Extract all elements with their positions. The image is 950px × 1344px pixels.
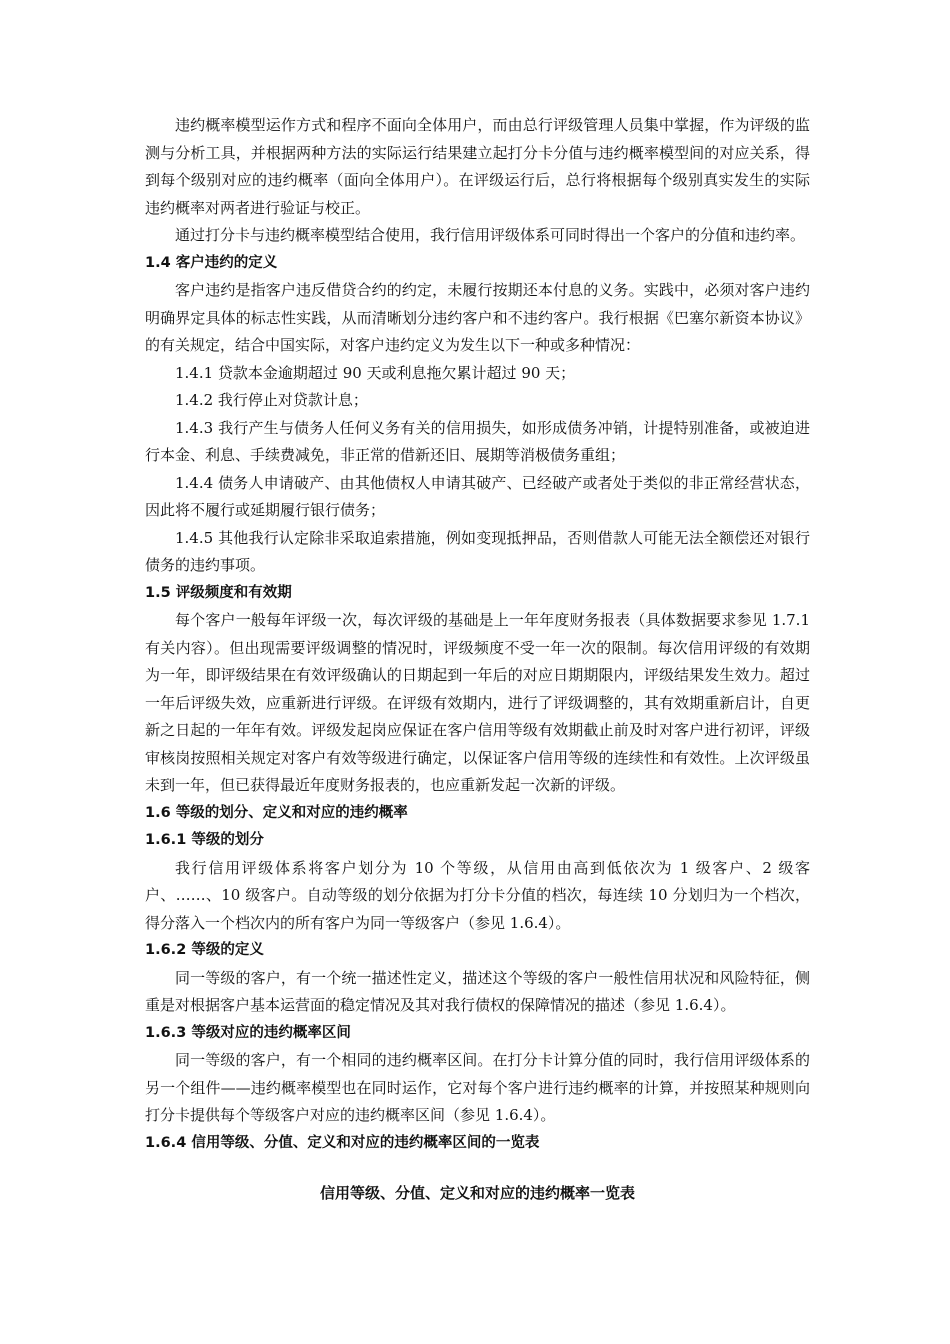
section-heading-1-6: 1.6 等级的划分、定义和对应的违约概率 — [145, 804, 408, 821]
list-item-1-4-5: 1.4.5 其他我行认定除非采取追索措施，例如变现抵押品，否则借款人可能无法全额偿还对银行债务的违约事项。 — [145, 528, 810, 574]
section-heading-1-6-4: 1.6.4 信用等级、分值、定义和对应的违约概率区间的一览表 — [145, 1134, 540, 1151]
section-1-5-paragraph: 每个客户一般每年评级一次，每次评级的基础是上一年年度财务报表（具体数据要求参见 1.7.1 有关内容）。但出现需要评级调整的情况时，评级频度不受一年一次的限制。每次信用评级的有效期为一年，即评级结果在有效评级确认的日期起到一年后的对应日期期限内，评级结果发生效力。超过一年后评级失效，应重新进行评级。在评级有效期内，进行了评级调整的，其有效期重新启计，自更新之日起的一年年有效。评级发起岗应保证在客户信用等级有效期截止前及时对客户进行初评，评级审核岗按照相关规定对客户有效等级进行确定，以保证客户信用等级的连续性和有效性。上次评级虽未到一年，但已获得最近年度财务报表的，也应重新发起一次新的评级。 — [145, 611, 810, 794]
list-item-1-4-4: 1.4.4 债务人申请破产、由其他债权人申请其破产、已经破产或者处于类似的非正常经营状态，因此将不履行或延期履行银行债务； — [145, 473, 810, 519]
table-title: 信用等级、分值、定义和对应的违约概率一览表 — [319, 1184, 635, 1202]
section-1-6-2-paragraph: 同一等级的客户，有一个统一描述性定义，描述这个等级的客户一般性信用状况和风险特征，侧重是对根据客户基本运营面的稳定情况及其对我行债权的保障情况的描述（参见 1.6.4）。 — [145, 968, 810, 1014]
section-1-6-3-paragraph: 同一等级的客户，有一个相同的违约概率区间。在打分卡计算分值的同时，我行信用评级体系的另一个组件——违约概率模型也在同时运作，它对每个客户进行违约概率的计算，并按照某种规则向打分卡提供每个等级客户对应的违约概率区间（参见 1.6.4）。 — [145, 1051, 810, 1124]
section-heading-1-5: 1.5 评级频度和有效期 — [145, 584, 292, 601]
section-heading-1-6-2: 1.6.2 等级的定义 — [145, 942, 264, 958]
document-page — [145, 112, 810, 1217]
section-1-4-paragraph: 客户违约是指客户违反借贷合约的约定，未履行按期还本付息的义务。实践中，必须对客户违约明确界定具体的标志性实践，从而清晰划分违约客户和不违约客户。我行根据《巴塞尔新资本协议》的有关规定，结合中国实际，对客户违约定义为发生以下一种或多种情况： — [145, 281, 810, 354]
section-heading-1-6-1: 1.6.1 等级的划分 — [145, 832, 264, 848]
section-heading-1-4: 1.4 客户违约的定义 — [145, 254, 278, 271]
intro-paragraph-1: 违约概率模型运作方式和程序不面向全体用户，而由总行评级管理人员集中掌握，作为评级的监测与分析工具，并根据两种方法的实际运行结果建立起打分卡分值与违约概率模型间的对应关系，得到每个级别对应的违约概率（面向全体用户）。在评级运行后，总行将根据每个级别真实发生的实际违约概率对两者进行验证与校正。 — [145, 116, 810, 217]
intro-paragraph-2: 通过打分卡与违约概率模型结合使用，我行信用评级体系可同时得出一个客户的分值和违约率。 — [175, 226, 806, 244]
list-item-1-4-1: 1.4.1 贷款本金逾期超过 90 天或利息拖欠累计超过 90 天； — [175, 363, 576, 382]
list-item-1-4-2: 1.4.2 我行停止对贷款计息； — [175, 391, 368, 409]
list-item-1-4-3: 1.4.3 我行产生与债务人任何义务有关的信用损失，如形成债务冲销，计提特别准备，或被迫进行本金、利息、手续费减免，非正常的借新还旧、展期等消极债务重组； — [145, 418, 810, 464]
section-heading-1-6-3: 1.6.3 等级对应的违约概率区间 — [145, 1024, 351, 1041]
section-1-6-1-paragraph: 我行信用评级体系将客户划分为 10 个等级，从信用由高到低依次为 1 级客户、2 级客户、……、10 级客户。自动等级的划分依据为打分卡分值的档次，每连续 10 分划归为一个档次，得分落入一个档次内的所有客户为同一等级客户（参见 1.6.4）。 — [145, 858, 810, 932]
